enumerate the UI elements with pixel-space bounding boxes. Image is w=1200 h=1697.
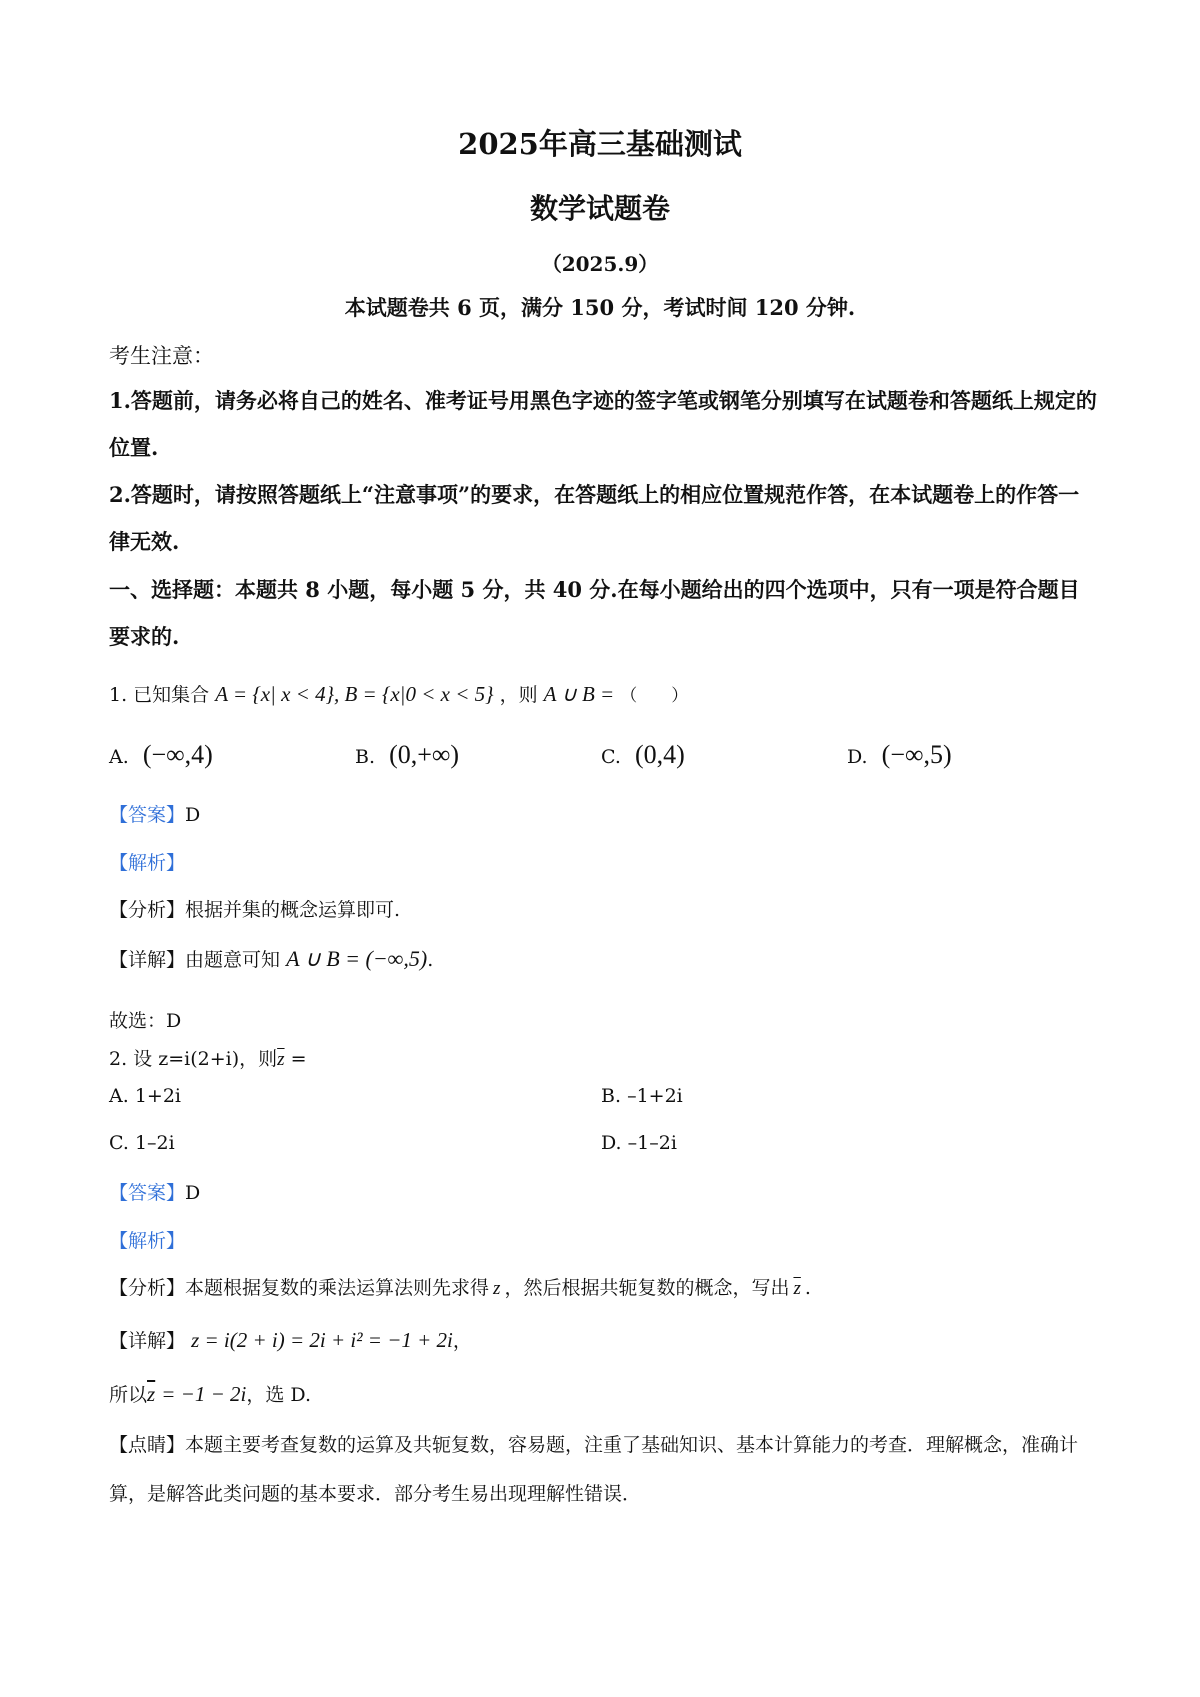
- question-1: [109, 680, 688, 707]
- q2-so: [109, 1380, 311, 1407]
- q2-option-d: [601, 1132, 677, 1154]
- q1-option-d-label: D.: [847, 746, 868, 768]
- q2-detail-end: ，: [452, 1330, 472, 1352]
- q1-option-d-value: (−∞,5): [881, 740, 952, 769]
- question-2: [109, 1044, 307, 1071]
- q2-option-a-label: A.: [109, 1085, 129, 1107]
- q2-analysis-text-b: ，然后根据共轭复数的概念，写出: [504, 1277, 790, 1299]
- q2-so-text: 所以: [109, 1384, 148, 1406]
- q1-option-c-label: C.: [601, 746, 621, 768]
- q2-analysis-end: .: [804, 1277, 811, 1299]
- q1-answer-value: D: [185, 804, 201, 826]
- exam-date: （2025.9）: [541, 252, 659, 276]
- q1-option-d: [847, 740, 952, 770]
- q2-answer-tag: 【答案】: [109, 1182, 186, 1204]
- q2-analysis-text-a: 本题根据复数的乘法运算法则先求得: [185, 1277, 490, 1299]
- section-heading: 一、选择题：本题共 8 小题，每小题 5 分，共 40 分.在每小题给出的四个选项中，只有一项是符合题目要求的.: [109, 577, 1080, 649]
- q1-option-b-label: B.: [355, 746, 376, 768]
- q2-eq: =: [290, 1048, 307, 1070]
- q2-option-d-label: D.: [601, 1132, 622, 1154]
- q2-option-c-label: C.: [109, 1132, 129, 1154]
- q2-answer: [109, 1178, 200, 1205]
- q2-detail-math: z = i(2 + i) = 2i + i² = −1 + 2i: [191, 1328, 453, 1352]
- q1-sets: A = {x| x < 4}, B = {x|0 < x < 5}: [215, 682, 494, 706]
- exam-info: 本试题卷共 6 页，满分 150 分，考试时间 120 分钟.: [344, 295, 856, 320]
- notice-item-2: 2.答题时，请按照答题纸上“注意事项”的要求，在答题纸上的相应位置规范作答，在本试题卷上的作答一律无效.: [109, 482, 1080, 554]
- q1-analysis-tag: 【分析】: [109, 899, 186, 921]
- q1-detail-end: .: [427, 949, 434, 971]
- q1-choose: 故选：D: [109, 1010, 182, 1032]
- q1-detail: [109, 945, 433, 972]
- q2-prefix: 2. 设: [109, 1048, 153, 1070]
- q1-detail-text: 由题意可知: [185, 949, 281, 971]
- q2-answer-value: D: [185, 1182, 201, 1204]
- exam-subtitle: 数学试题卷: [529, 192, 670, 225]
- q1-option-c-value: (0,4): [634, 740, 685, 769]
- q2-so-end: ，选 D.: [246, 1384, 311, 1406]
- q1-analysis-text: 根据并集的概念运算即可.: [185, 899, 401, 921]
- q1-analysis: [109, 895, 400, 922]
- q2-option-c-value: 1–2i: [134, 1132, 175, 1154]
- q2-jiexi-tag: 【解析】: [109, 1230, 186, 1252]
- q1-blank: （ ）: [620, 686, 689, 706]
- q2-option-c: [109, 1132, 175, 1154]
- q1-prefix: 1. 已知集合: [109, 684, 210, 706]
- q1-option-a-label: A.: [109, 746, 129, 768]
- q2-analysis: [109, 1273, 811, 1300]
- q1-option-c: [601, 740, 685, 770]
- q1-option-b: [355, 740, 459, 770]
- exam-title: 2025年高三基础测试: [458, 127, 742, 161]
- notice-item-1: 1.答题前，请务必将自己的姓名、准考证号用黑色字迹的签字笔或钢笔分别填写在试题卷和答题纸上规定的位置.: [109, 388, 1097, 460]
- q2-option-a-value: 1+2i: [134, 1085, 181, 1107]
- q2-dianjing: [109, 1421, 1099, 1519]
- q2-zbar: $\overline{z}$: [277, 1049, 285, 1070]
- q2-detail: [109, 1326, 472, 1353]
- q1-option-a-value: (−∞,4): [142, 740, 213, 769]
- q2-dianjing-text: 本题主要考查复数的运算及共轭复数，容易题，注重了基础知识、基本计算能力的考查．理解概念，准确计算，是解答此类问题的基本要求．部分考生易出现理解性错误．: [109, 1434, 1079, 1505]
- q1-detail-math: A ∪ B = (−∞,5): [286, 946, 428, 971]
- q1-answer-tag: 【答案】: [109, 804, 186, 826]
- notice-heading: 考生注意：: [109, 344, 214, 368]
- q1-then: ，则: [499, 684, 538, 706]
- q2-option-a: [109, 1085, 181, 1107]
- q2-dianjing-tag: 【点睛】: [109, 1434, 186, 1456]
- q2-option-b: [601, 1085, 683, 1107]
- q2-analysis-zbar: $\overline{z}$: [793, 1278, 801, 1299]
- q2-so-zbar: $\overline{z}$: [147, 1382, 156, 1406]
- q2-option-b-value: –1+2i: [627, 1085, 683, 1107]
- q1-union: A ∪ B =: [543, 682, 615, 706]
- q1-detail-tag: 【详解】: [109, 949, 186, 971]
- q1-jiexi-tag: 【解析】: [109, 852, 186, 874]
- q2-analysis-tag: 【分析】: [109, 1277, 186, 1299]
- q1-option-b-value: (0,+∞): [389, 740, 460, 769]
- q2-analysis-z: z: [493, 1278, 501, 1299]
- q2-expr: z=i(2+i)，则: [158, 1048, 278, 1070]
- q2-option-d-value: –1–2i: [627, 1132, 677, 1154]
- q2-detail-tag: 【详解】: [109, 1330, 186, 1352]
- q2-option-b-label: B.: [601, 1085, 622, 1107]
- q1-answer: [109, 800, 200, 827]
- q1-option-a: [109, 740, 213, 770]
- q2-so-math: = −1 − 2i: [161, 1382, 247, 1406]
